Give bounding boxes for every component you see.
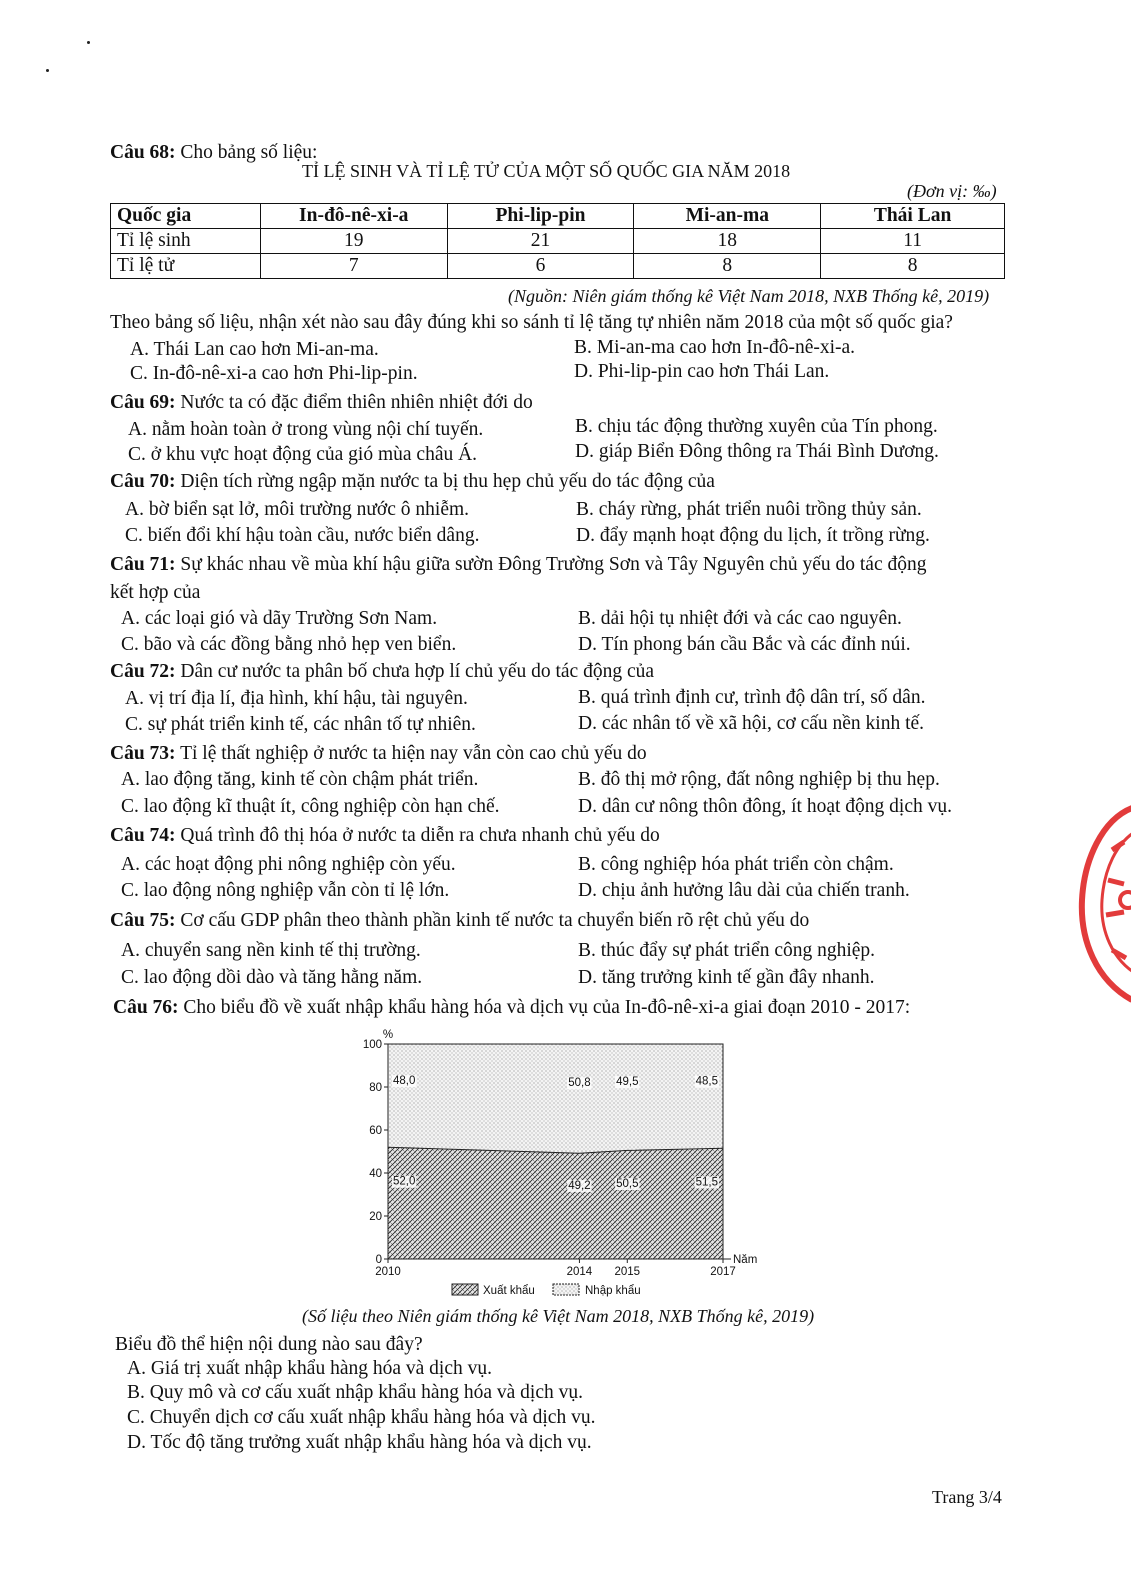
red-stamp [1072, 790, 1131, 1010]
q73-text: Tỉ lệ thất nghiệp ở nước ta hiện nay vẫn còn cao chủ yếu do [175, 743, 647, 764]
q73-option-c[interactable]: C. lao động kĩ thuật ít, công nghiệp còn hạn chế. [121, 796, 500, 817]
table-cell: 19 [260, 229, 447, 254]
q68-option-a[interactable]: A. Thái Lan cao hơn Mi-an-ma. [130, 339, 379, 360]
q74-option-b[interactable]: B. công nghiệp hóa phát triển còn chậm. [578, 854, 894, 875]
y-axis-label: % [382, 1029, 394, 1041]
q69-option-b[interactable]: B. chịu tác động thường xuyên của Tín phong. [575, 416, 938, 437]
birth-death-table [110, 203, 1005, 279]
q71-text: Sự khác nhau về mùa khí hậu giữa sườn Đông Trường Sơn và Tây Nguyên chủ yếu do tác động [175, 554, 927, 575]
table-cell: 8 [634, 254, 821, 279]
q71-option-a[interactable]: A. các loại gió và dãy Trường Sơn Nam. [121, 608, 438, 629]
import-data-label: 49,5 [616, 1076, 639, 1089]
q74-text: Quá trình đô thị hóa ở nước ta diễn ra chưa nhanh chủ yếu do [175, 825, 660, 846]
q76-label: Câu 76: [113, 997, 179, 1018]
q75-option-a[interactable]: A. chuyển sang nền kinh tế thị trường. [121, 940, 421, 961]
scan-dot [87, 41, 90, 44]
q69-option-c[interactable]: C. ở khu vực hoạt động của gió mùa châu Á. [128, 444, 478, 465]
export-data-label: 50,5 [616, 1177, 639, 1190]
table-cell: 18 [634, 229, 821, 254]
chart-legend [452, 1284, 641, 1297]
table-cell: 6 [447, 254, 634, 279]
y-tick-label: 100 [362, 1039, 382, 1051]
q70-option-a[interactable]: A. bờ biển sạt lở, môi trường nước ô nhiễm. [125, 499, 470, 520]
x-tick-label: 2014 [566, 1266, 593, 1278]
import-data-label: 48,5 [695, 1075, 718, 1088]
q68-option-d[interactable]: D. Phi-lip-pin cao hơn Thái Lan. [574, 361, 830, 382]
x-tick-label: 2017 [710, 1266, 736, 1278]
x-axis-label: Năm [733, 1254, 758, 1266]
table-title: TỈ LỆ SINH VÀ TỈ LỆ TỬ CỦA MỘT SỐ QUỐC GIA NĂM 2018 [302, 161, 791, 181]
page-number: Trang 3/4 [932, 1487, 1002, 1507]
q69-text: Nước ta có đặc điểm thiên nhiên nhiệt đới do [175, 392, 533, 413]
table-header-cell: Phi-lip-pin [447, 204, 634, 229]
q72-option-b[interactable]: B. quá trình định cư, trình độ dân trí, số dân. [578, 687, 926, 708]
q73-label: Câu 73: [110, 743, 176, 764]
table-cell: Tỉ lệ sinh [111, 229, 261, 254]
q71-stem [110, 553, 926, 576]
table-cell: Tỉ lệ tử [111, 254, 261, 279]
legend-swatch-import [553, 1284, 579, 1295]
table-row [111, 229, 1005, 254]
q72-option-d[interactable]: D. các nhân tố về xã hội, cơ cấu nền kinh tế. [578, 713, 925, 734]
import-data-label: 48,0 [393, 1075, 416, 1088]
q71-option-d[interactable]: D. Tín phong bán cầu Bắc và các đỉnh núi. [578, 634, 911, 655]
q71-label: Câu 71: [110, 554, 176, 575]
table-header-row [111, 204, 1005, 229]
q73-option-d[interactable]: D. dân cư nông thôn đông, ít hoạt động dịch vụ. [578, 796, 952, 817]
table-cell: 21 [447, 229, 634, 254]
q72-option-c[interactable]: C. sự phát triển kinh tế, các nhân tố tự nhiên. [125, 714, 476, 735]
q69-stem [110, 391, 533, 414]
q76-text: Cho biểu đồ về xuất nhập khẩu hàng hóa và dịch vụ của In-đô-nê-xi-a giai đoạn 2010 - 2017: [178, 997, 911, 1018]
q68-option-b[interactable]: B. Mi-an-ma cao hơn In-đô-nê-xi-a. [574, 337, 856, 358]
q69-option-d[interactable]: D. giáp Biển Đông thông ra Thái Bình Dương. [575, 441, 939, 462]
y-tick-label: 60 [369, 1125, 382, 1137]
y-tick-label: 80 [369, 1082, 382, 1094]
q76-option-b[interactable]: B. Quy mô và cơ cấu xuất nhập khẩu hàng hóa và dịch vụ. [127, 1382, 583, 1403]
q71-option-b[interactable]: B. dải hội tụ nhiệt đới và các cao nguyên. [578, 608, 902, 629]
q74-option-c[interactable]: C. lao động nông nghiệp vẫn còn tỉ lệ lớn. [121, 880, 450, 901]
table-header-cell: In-đô-nê-xi-a [260, 204, 447, 229]
q68-question: Theo bảng số liệu, nhận xét nào sau đây đúng khi so sánh tỉ lệ tăng tự nhiên năm 2018 của một số quốc gia? [110, 312, 953, 333]
q74-label: Câu 74: [110, 825, 176, 846]
q68-text: Cho bảng số liệu: [175, 142, 318, 163]
q75-option-b[interactable]: B. thúc đẩy sự phát triển công nghiệp. [578, 940, 876, 961]
export-data-label: 52,0 [393, 1175, 416, 1188]
q76-option-c[interactable]: C. Chuyển dịch cơ cấu xuất nhập khẩu hàng hóa và dịch vụ. [127, 1407, 596, 1428]
q75-option-c[interactable]: C. lao động dồi dào và tăng hằng năm. [121, 967, 423, 988]
x-tick-label: 2010 [375, 1266, 401, 1278]
export-data-label: 51,5 [695, 1176, 718, 1189]
legend-label-export: Xuất khẩu [483, 1285, 535, 1297]
table-unit: (Đơn vị: ‰) [907, 181, 997, 201]
q74-option-a[interactable]: A. các hoạt động phi nông nghiệp còn yếu. [121, 854, 456, 875]
y-tick-label: 40 [369, 1168, 382, 1180]
x-tick-label: 2015 [614, 1266, 641, 1278]
table-header-cell: Mi-an-ma [634, 204, 821, 229]
chart-areas [388, 1044, 723, 1259]
scan-dot [46, 69, 49, 72]
q69-label: Câu 69: [110, 392, 176, 413]
q70-option-c[interactable]: C. biến đổi khí hậu toàn cầu, nước biển dâng. [125, 525, 480, 546]
table-cell: 11 [821, 229, 1005, 254]
q76-option-a[interactable]: A. Giá trị xuất nhập khẩu hàng hóa và dịch vụ. [127, 1358, 492, 1379]
table-header-cell: Thái Lan [821, 204, 1005, 229]
q72-label: Câu 72: [110, 661, 176, 682]
table-cell: 8 [821, 254, 1005, 279]
legend-label-import: Nhập khẩu [585, 1285, 641, 1297]
q69-option-a[interactable]: A. nằm hoàn toàn ở trong vùng nội chí tuyến. [128, 419, 484, 440]
q75-stem [110, 909, 809, 932]
q72-text: Dân cư nước ta phân bố chưa hợp lí chủ yếu do tác động của [175, 661, 655, 682]
y-tick-label: 0 [375, 1254, 382, 1266]
q70-label: Câu 70: [110, 471, 176, 492]
q76-question: Biểu đồ thể hiện nội dung nào sau đây? [115, 1334, 423, 1355]
q74-stem [110, 824, 660, 847]
q75-label: Câu 75: [110, 910, 176, 931]
q76-option-d[interactable]: D. Tốc độ tăng trưởng xuất nhập khẩu hàng hóa và dịch vụ. [127, 1432, 592, 1453]
table-cell: 7 [260, 254, 447, 279]
export-data-label: 49,2 [568, 1179, 591, 1192]
q70-stem [110, 470, 715, 493]
q70-option-d[interactable]: D. đẩy mạnh hoạt động du lịch, ít trồng rừng. [576, 525, 930, 546]
q70-text: Diện tích rừng ngập mặn nước ta bị thu hẹp chủ yếu do tác động của [175, 471, 715, 492]
q71-stem-line2: kết hợp của [110, 582, 201, 603]
q70-option-b[interactable]: B. cháy rừng, phát triển nuôi trồng thủy sản. [576, 499, 922, 520]
q68-label: Câu 68: [110, 142, 176, 163]
q68-stem [110, 141, 317, 164]
table-header-cell: Quốc gia [111, 204, 261, 229]
legend-swatch-export [452, 1284, 478, 1295]
q76-stem [113, 996, 910, 1019]
q72-option-a[interactable]: A. vị trí địa lí, địa hình, khí hậu, tài nguyên. [125, 688, 468, 709]
export-area [388, 1147, 723, 1259]
q68-option-c[interactable]: C. In-đô-nê-xi-a cao hơn Phi-lip-pin. [130, 363, 418, 384]
import-data-label: 50,8 [568, 1077, 591, 1090]
q73-option-b[interactable]: B. đô thị mở rộng, đất nông nghiệp bị thu hẹp. [578, 769, 940, 790]
q73-stem [110, 742, 647, 765]
chart-source: (Số liệu theo Niên giám thống kê Việt Nam 2018, NXB Thống kê, 2019) [302, 1306, 815, 1326]
q71-option-c[interactable]: C. bão và các đồng bằng nhỏ hẹp ven biển. [121, 634, 457, 655]
q73-option-a[interactable]: A. lao động tăng, kinh tế còn chậm phát triển. [121, 769, 479, 790]
q75-option-d[interactable]: D. tăng trưởng kinh tế gần đây nhanh. [578, 967, 875, 988]
q74-option-d[interactable]: D. chịu ảnh hưởng lâu dài của chiến tranh. [578, 880, 910, 901]
y-tick-label: 20 [369, 1211, 382, 1223]
q72-stem [110, 660, 654, 683]
table-source: (Nguồn: Niên giám thống kê Việt Nam 2018, NXB Thống kê, 2019) [508, 286, 990, 306]
table-row [111, 254, 1005, 279]
export-import-chart [345, 1022, 775, 1307]
q75-text: Cơ cấu GDP phân theo thành phần kinh tế nước ta chuyển biến rõ rệt chủ yếu do [175, 910, 810, 931]
